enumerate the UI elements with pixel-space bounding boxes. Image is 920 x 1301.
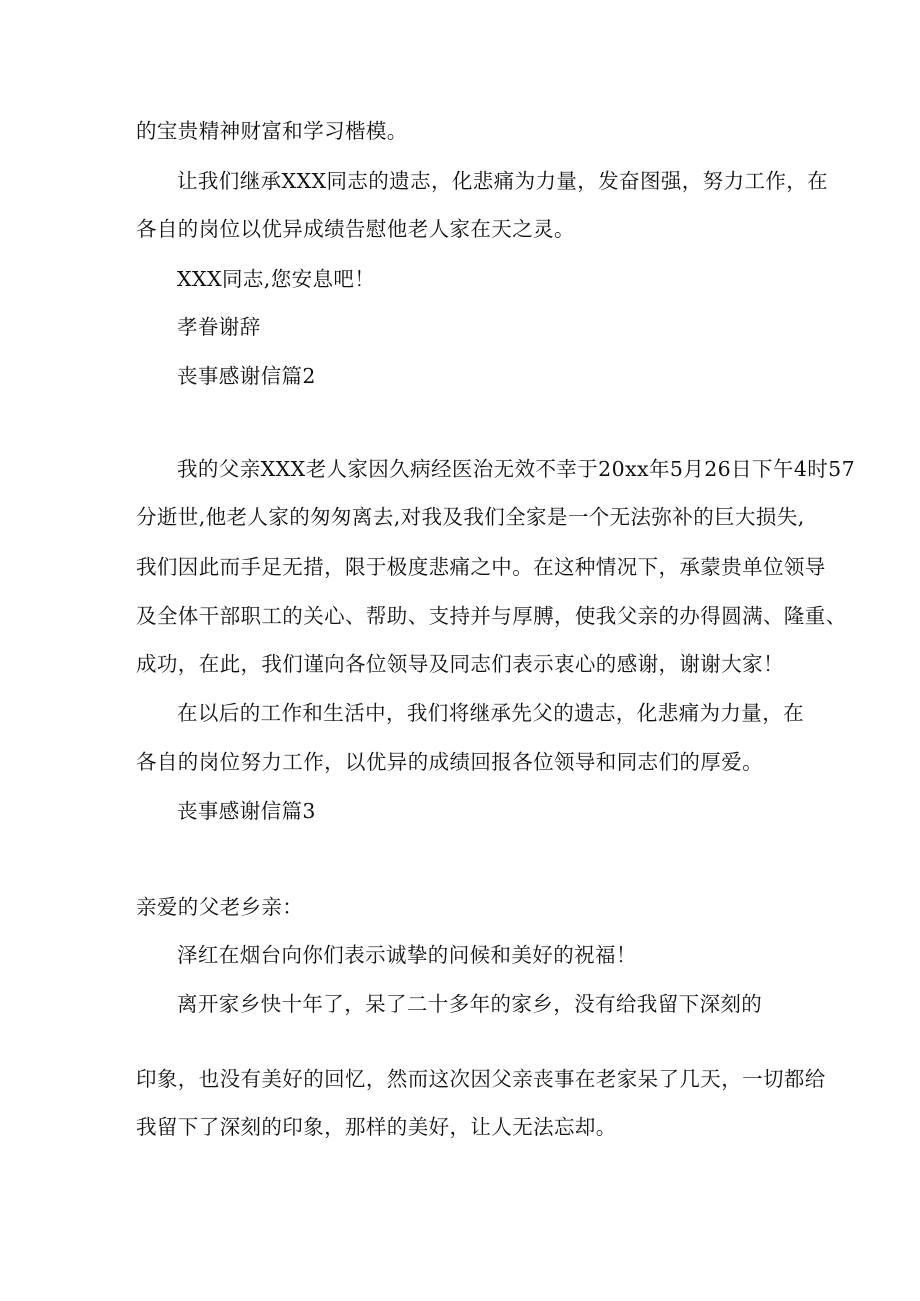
section-heading: 丧事感谢信篇3 <box>177 799 316 823</box>
salutation: 亲爱的父老乡亲： <box>136 895 304 919</box>
text-line: 我们因此而手足无措，限于极度悲痛之中。在这种情况下，承蒙贵单位领导 <box>136 555 826 579</box>
text-line: 孝眷谢辞 <box>177 315 261 339</box>
text-line: 各自的岗位以优异成绩告慰他老人家在天之灵。 <box>136 217 575 241</box>
text-line: 离开家乡快十年了，呆了二十多年的家乡，没有给我留下深刻的 <box>177 992 763 1016</box>
text-line: 成功，在此，我们谨向各位领导及同志们表示衷心的感谢，谢谢大家！ <box>136 652 784 676</box>
text-line: 各自的岗位努力工作，以优异的成绩回报各位领导和同志们的厚爱。 <box>136 750 763 774</box>
section-heading: 丧事感谢信篇2 <box>177 364 316 388</box>
text-line: XXX同志,您安息吧！ <box>177 267 376 291</box>
text-line: 的宝贵精神财富和学习楷模。 <box>136 119 408 143</box>
text-line: 我的父亲XXX老人家因久病经医治无效不幸于20xx年5月26日下午4时57 <box>177 457 856 481</box>
text-line: 泽红在烟台向你们表示诚挚的问候和美好的祝福！ <box>177 943 637 967</box>
text-line: 我留下了深刻的印象，那样的美好，让人无法忘却。 <box>136 1115 617 1139</box>
text-line: 及全体干部职工的关心、帮助、支持并与厚膊，使我父亲的办得圆满、隆重、 <box>136 604 847 628</box>
text-line: 让我们继承XXX同志的遗志，化悲痛为力量，发奋图强，努力工作，在 <box>177 169 829 193</box>
text-line: 印象，也没有美好的回忆，然而这次因父亲丧事在老家呆了几天，一切都给 <box>136 1067 826 1091</box>
text-line: 在以后的工作和生活中，我们将继承先父的遗志，化悲痛为力量，在 <box>177 701 804 725</box>
text-line: 分逝世,他老人家的匆匆离去,对我及我们全家是一个无法弥补的巨大损失, <box>136 505 805 529</box>
